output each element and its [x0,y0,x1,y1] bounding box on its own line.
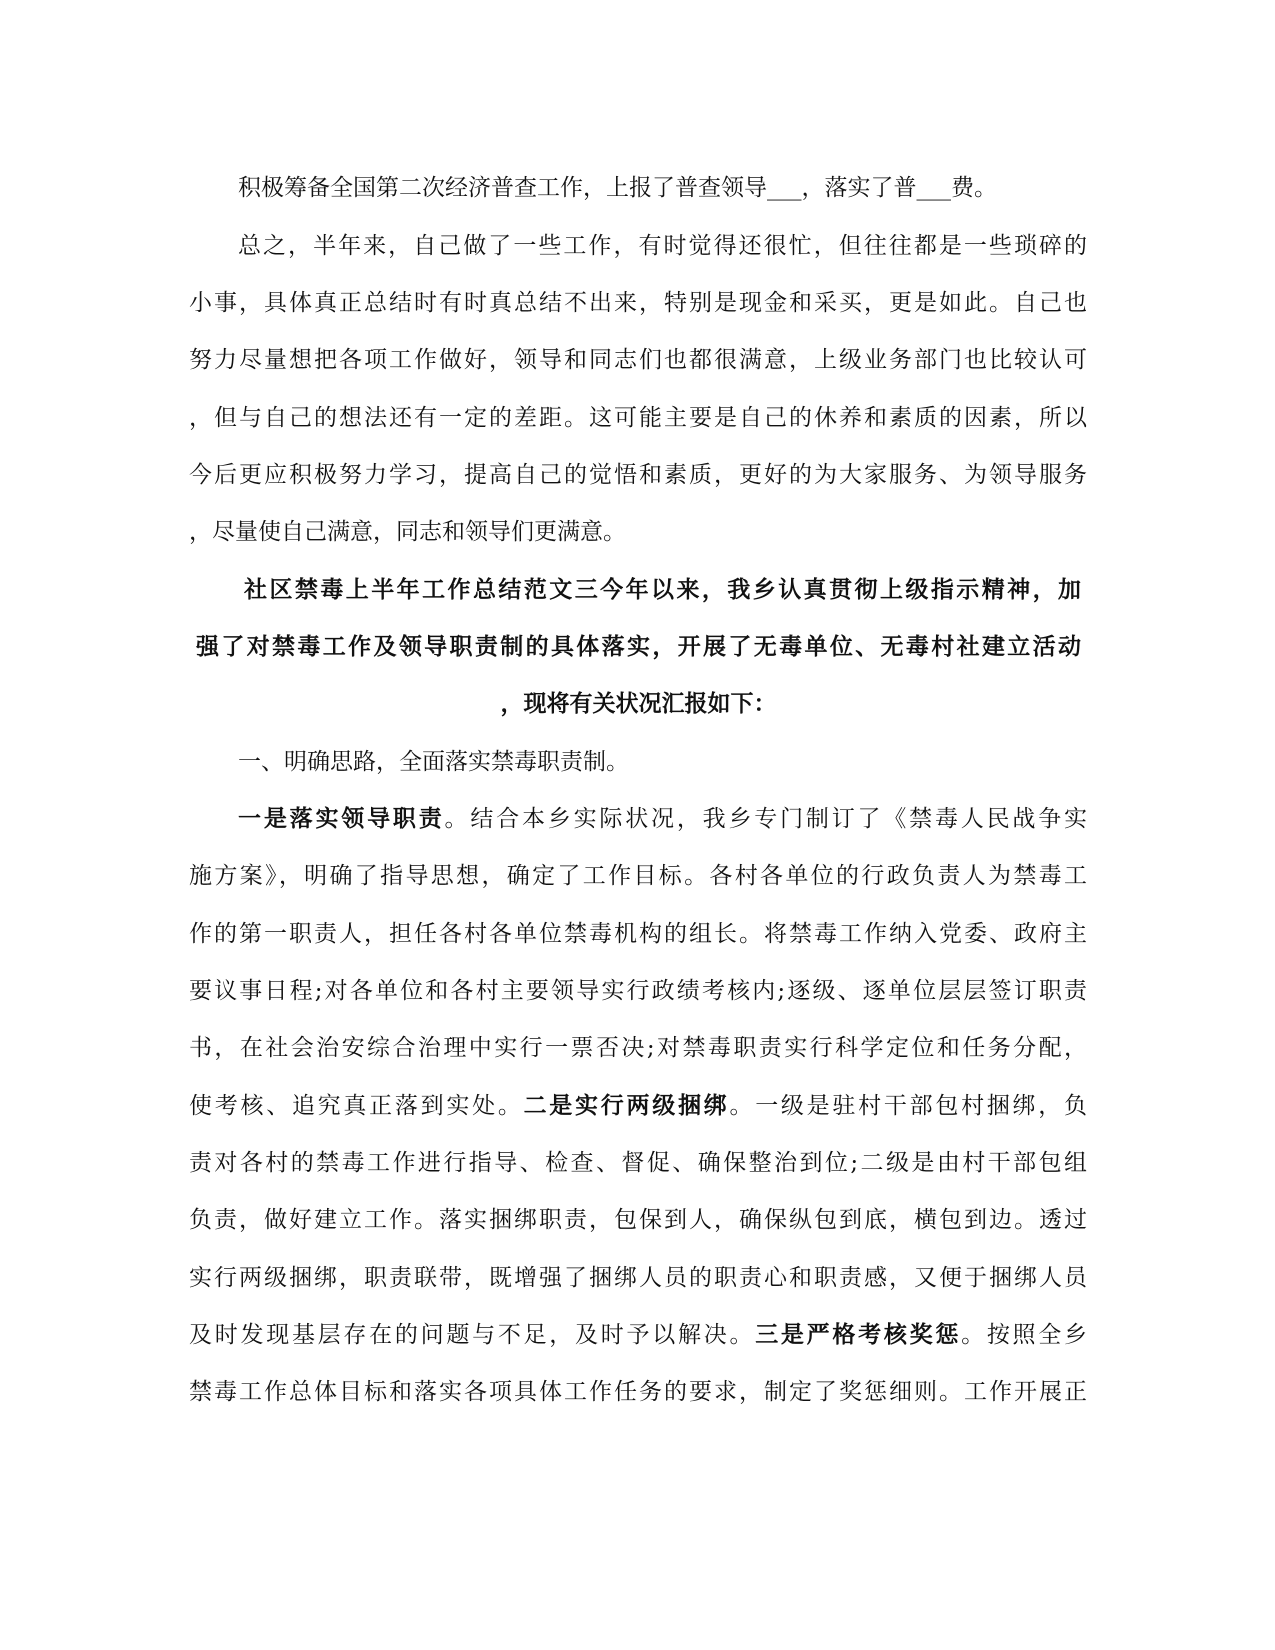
paragraph-line: 禁毒工作总体目标和落实各项具体工作任务的要求，制定了奖惩细则。工作开展正 [189,1379,1087,1405]
paragraph-line [189,1086,1087,1126]
paragraph-line: 努力尽量想把各项工作做好，领导和同志们也都很满意，上级业务部门也比较认可 [189,347,1087,373]
section-heading-line: 强了对禁毒工作及领导职责制的具体落实，开展了无毒单位、无毒村社建立活动 [196,633,1081,660]
line-text: 。按照全乡 [961,1322,1087,1348]
bold-lead-phrase: 三是严格考核奖惩 [755,1321,962,1348]
paragraph-line: 负责，做好建立工作。落实捆绑职责，包保到人，确保纵包到底，横包到边。透过 [189,1207,1087,1233]
paragraph-line: ，但与自己的想法还有一定的差距。这可能主要是自己的休养和素质的因素，所以 [189,405,1087,431]
paragraph-line: 总之，半年来，自己做了一些工作，有时觉得还很忙，但往往都是一些琐碎的 [238,233,1087,259]
paragraph-line: 实行两级捆绑，职责联带，既增强了捆绑人员的职责心和职责感，又便于捆绑人员 [189,1265,1087,1291]
bold-lead-phrase: 二是实行两级捆绑 [523,1092,730,1119]
paragraph-line: 书，在社会治安综合治理中实行一票否决;对禁毒职责实行科学定位和任务分配， [189,1035,1087,1061]
paragraph-line: 小事，具体真正总结时有时真总结不出来，特别是现金和采买，更是如此。自己也 [189,290,1087,316]
line-text: 。一级是驻村干部包村捆绑，负 [729,1093,1087,1119]
section-heading-line: ，现将有关状况汇报如下： [500,690,777,717]
paragraph-line: 积极筹备全国第二次经济普查工作，上报了普查领导___，落实了普___费。 [238,175,997,201]
line-text: 及时发现基层存在的问题与不足，及时予以解决。 [189,1322,756,1348]
section-heading-line: 社区禁毒上半年工作总结范文三今年以来，我乡认真贯彻上级指示精神，加 [244,576,1081,603]
line-text: 。结合本乡实际状况，我乡专门制订了《禁毒人民战争实 [444,806,1087,832]
subheading-line: 一、明确思路，全面落实禁毒职责制。 [238,749,629,775]
paragraph-line [189,1315,1087,1355]
paragraph-line [238,799,1087,839]
paragraph-line: 施方案》，明确了指导思想，确定了工作目标。各村各单位的行政负责人为禁毒工 [189,863,1087,889]
paragraph-line: 作的第一职责人，担任各村各单位禁毒机构的组长。将禁毒工作纳入党委、政府主 [189,921,1087,947]
paragraph-line: 今后更应积极努力学习，提高自己的觉悟和素质，更好的为大家服务、为领导服务 [189,462,1087,488]
paragraph-line: 要议事日程;对各单位和各村主要领导实行政绩考核内;逐级、逐单位层层签订职责 [189,978,1087,1004]
paragraph-line: ，尽量使自己满意，同志和领导们更满意。 [189,519,626,545]
bold-lead-phrase: 一是落实领导职责 [238,805,445,832]
paragraph-line: 责对各村的禁毒工作进行指导、检查、督促、确保整治到位;二级是由村干部包组 [189,1150,1087,1176]
line-text: 使考核、追究真正落到实处。 [189,1093,524,1119]
